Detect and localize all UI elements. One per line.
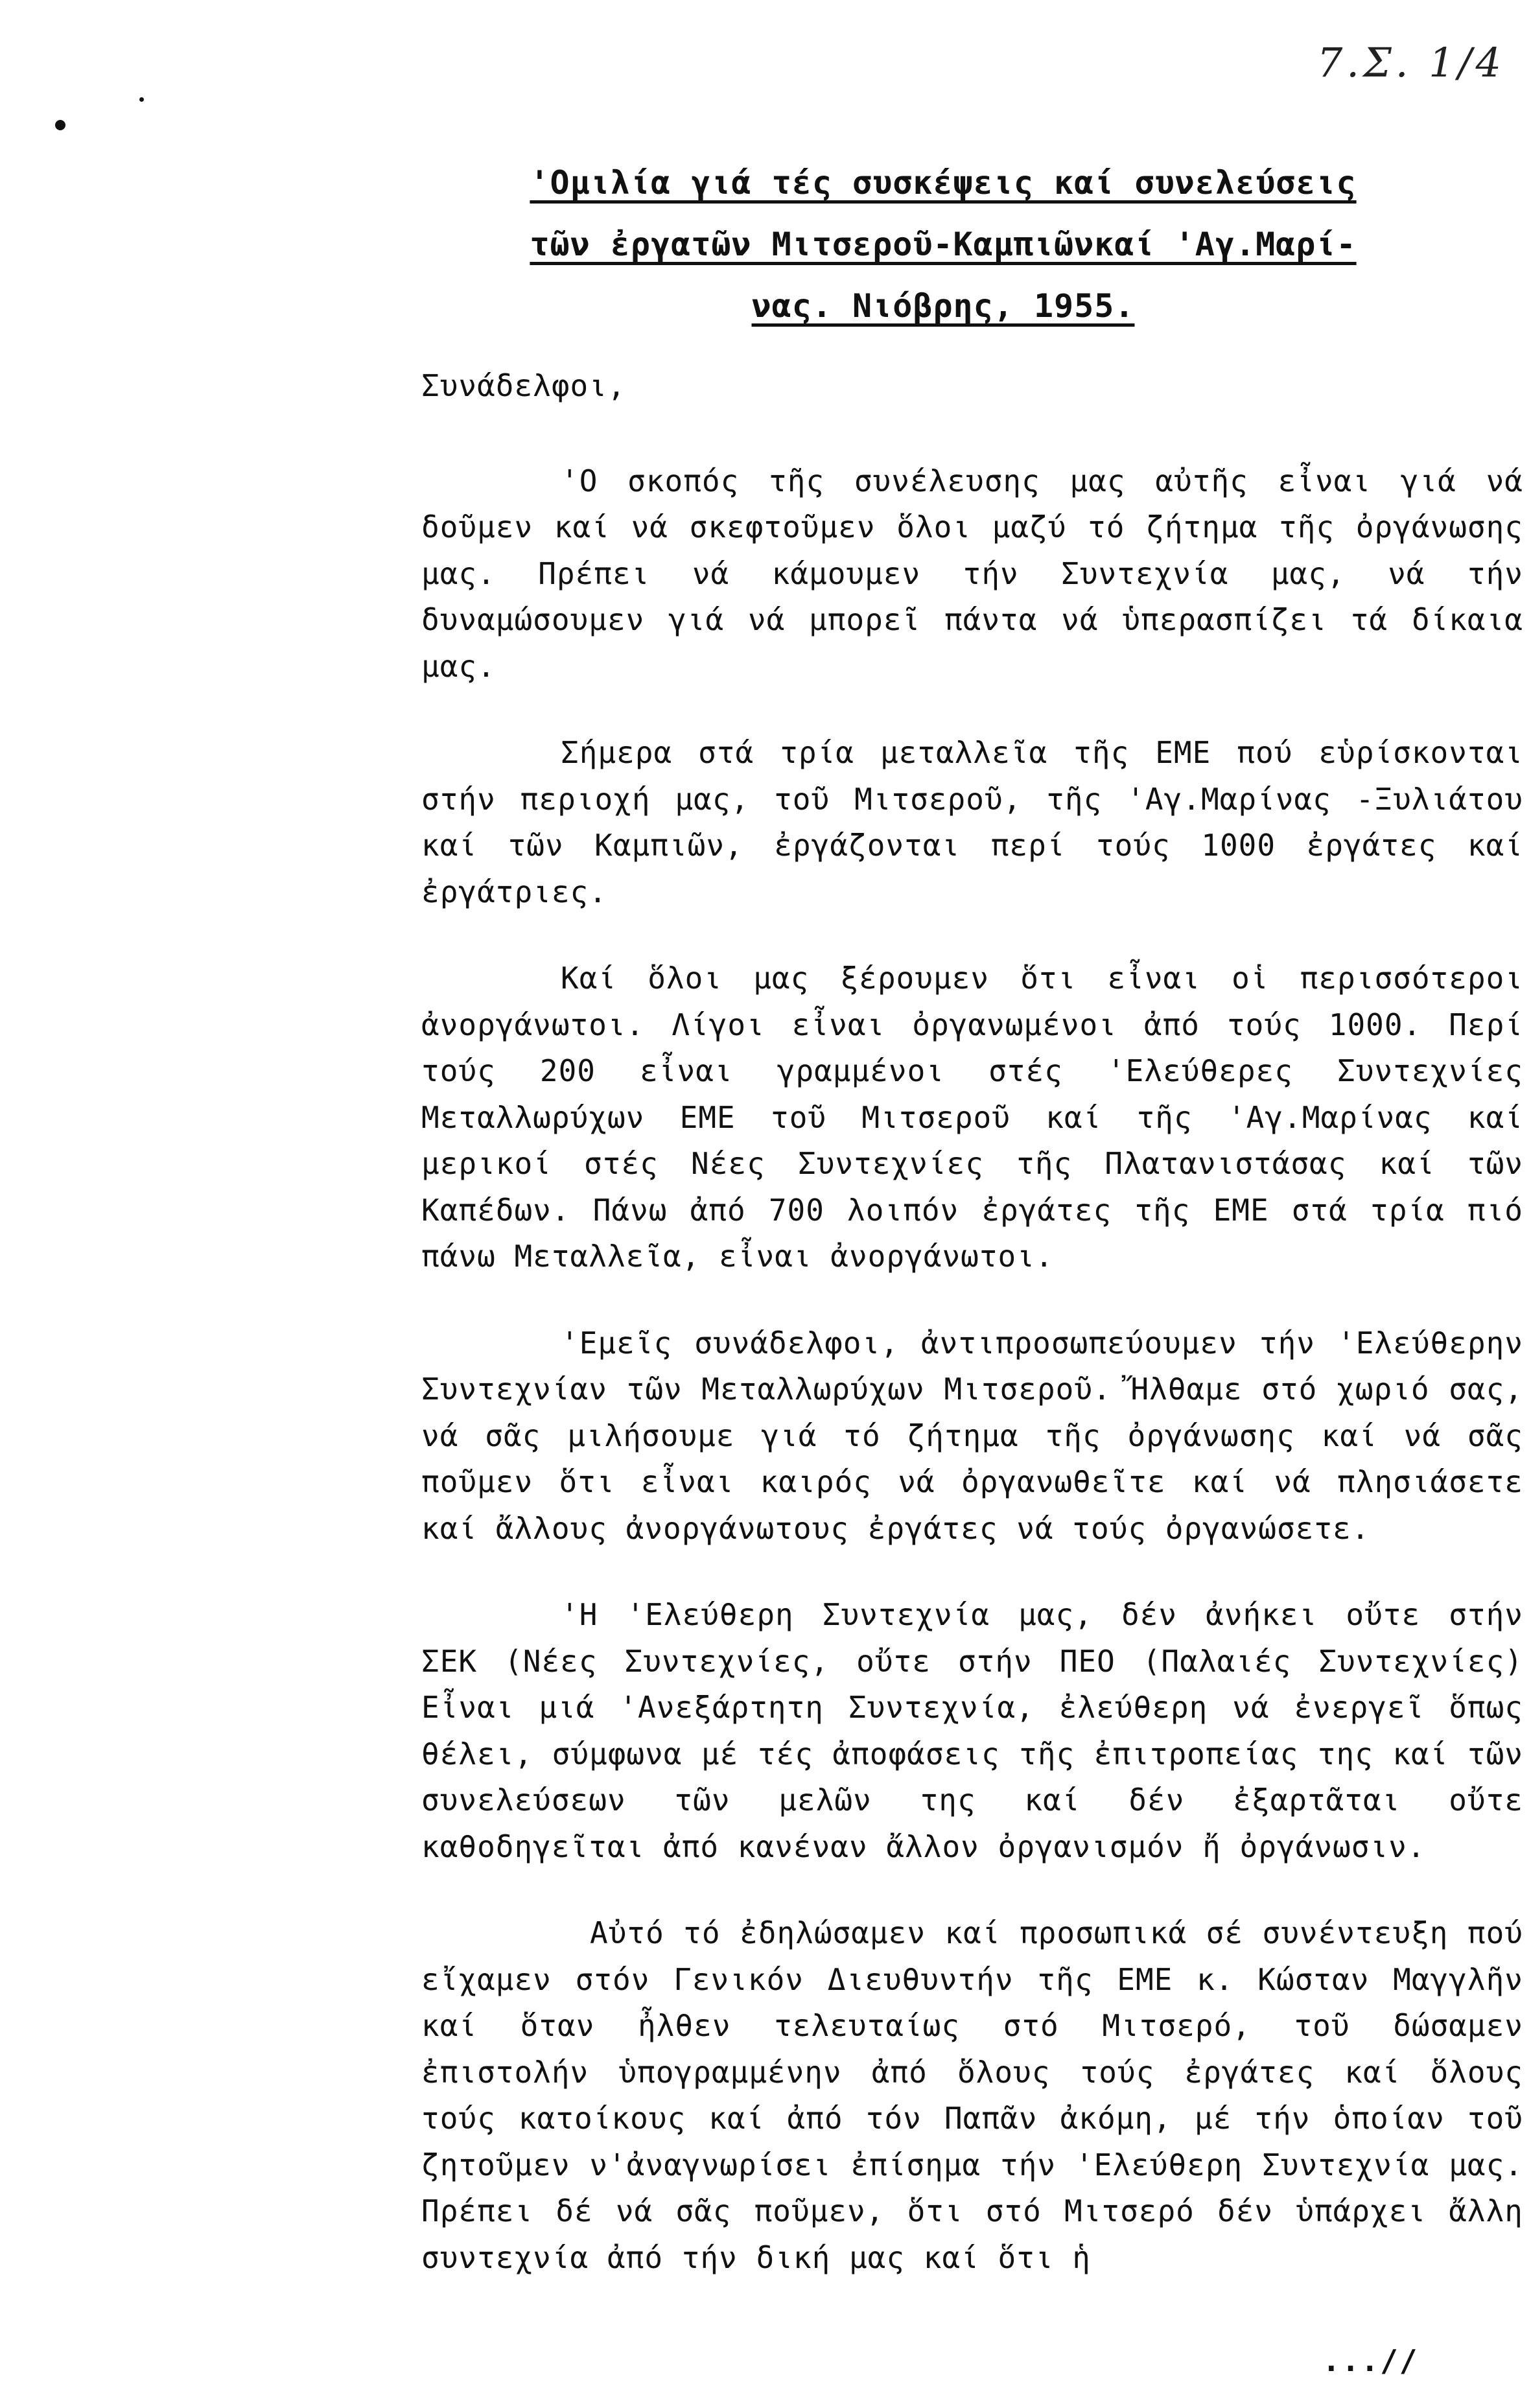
document-title: [512, 152, 1374, 337]
paragraph: Σήμερα στά τρία μεταλλεῖα τῆς ΕΜΕ πού εὑρίσκονται στήν περιοχή μας, τοῦ Μιτσεροῦ, τῆς 'Αγ.Μαρίνας -Ξυλιάτου καί τῶν Καμπιῶν, ἐργάζονται περί τούς 1000 ἐργάτες καί ἐργάτριες.: [421, 735, 1523, 909]
paragraph: Αὐτό τό ἐδηλώσαμεν καί προσωπικά σέ συνέντευξη πού εἴχαμεν στόν Γενικόν Διευθυντήν τῆς ΕΜΕ κ. Κώσταν Μαγγλῆν καί ὅταν ἦλθεν τελευταίως στό Μιτσερό, τοῦ δώσαμεν ἐπιστολήν ὑπογραμμένην ἀπό ὅλους τούς ἐργάτες καί ὅλους τούς κατοίκους καί ἀπό τόν Παπᾶν ἀκόμη, μέ τήν ὁποίαν τοῦ ζητοῦμεν ν'ἀναγνωρίσει ἐπίσημα τήν 'Ελεύθερη Συντεχνία μας. Πρέπει δέ νά σᾶς ποῦμεν, ὅτι στό Μιτσερό δέν ὑπάρχει ἄλλη συντεχνία ἀπό τήν δική μας καί ὅτι ἡ: [421, 1915, 1523, 2275]
paragraph: 'Εμεῖς συνάδελφοι, ἀντιπροσωπεύουμεν τήν 'Ελεύθερην Συντεχνίαν τῶν Μεταλλωρύχων Μιτσεροῦ. Ἤλθαμε στό χωριό σας, νά σᾶς μιλήσουμε γιά τό ζήτημα τῆς ὀργάνωσης καί νά σᾶς ποῦμεν ὅτι εἶναι καιρός νά ὀργανωθεῖτε καί νά πλησιάσετε καί ἄλλους ἀνοργάνωτους ἐργάτες νά τούς ὀργανώσετε.: [421, 1325, 1523, 1546]
reference-mark: 7.Σ. 1/4: [1316, 39, 1505, 86]
continuation-mark: ...//: [1322, 2343, 1419, 2378]
paragraph: 'Ο σκοπός τῆς συνέλευσης μας αὐτῆς εἶναι γιά νά δοῦμεν καί νά σκεφτοῦμεν ὅλοι μαζύ τό ζήτημα τῆς ὀργάνωσης μας. Πρέπει νά κάμουμεν τήν Συντεχνία μας, νά τήν δυναμώσουμεν γιά νά μπορεῖ πάντα νά ὑπερασπίζει τά δίκαια μας.: [421, 463, 1523, 684]
title-line: 'Ομιλία γιά τές συσκέψεις καί συνελεύσεις: [530, 164, 1357, 202]
ink-speck: [55, 120, 65, 130]
paragraph: Καί ὅλοι μας ξέρουμεν ὅτι εἶναι οἱ περισσότεροι ἀνοργάνωτοι. Λίγοι εἶναι ὀργανωμένοι ἀπό τούς 1000. Περί τούς 200 εἶναι γραμμένοι στές 'Ελεύθερες Συντεχνίες Μεταλλωρύχων ΕΜΕ τοῦ Μιτσεροῦ καί τῆς 'Αγ.Μαρίνας καί μερικοί στές Νέες Συντεχνίες τῆς Πλατανιστάσας καί τῶν Καπέδων. Πάνω ἀπό 700 λοιπόν ἐργάτες τῆς ΕΜΕ στά τρία πιό πάνω Μεταλλεῖα, εἶναι ἀνοργάνωτοι.: [421, 961, 1523, 1274]
title-line: τῶν ἐργατῶν Μιτσεροῦ-Καμπιῶνκαί 'Αγ.Μαρί-: [530, 226, 1357, 263]
document-body: [421, 363, 1523, 2321]
title-line: νας. Νιόβρης, 1955.: [751, 287, 1135, 325]
paragraph: 'Η 'Ελεύθερη Συντεχνία μας, δέν ἀνήκει οὔτε στήν ΣΕΚ (Νέες Συντεχνίες, οὔτε στήν ΠΕΟ (Παλαιές Συντεχνίες) Εἶναι μιά 'Ανεξάρτητη Συντεχνία, ἐλεύθερη νά ἐνεργεῖ ὅπως θέλει, σύμφωνα μέ τές ἀποφάσεις τῆς ἐπιτροπείας της καί τῶν συνελεύσεων τῶν μελῶν της καί δέν ἐξαρτᾶται οὔτε καθοδηγεῖται ἀπό κανέναν ἄλλον ὀργανισμόν ἤ ὀργάνωσιν.: [421, 1597, 1523, 1864]
ink-speck: [139, 97, 144, 102]
salutation: Συνάδελφοι,: [421, 368, 626, 403]
